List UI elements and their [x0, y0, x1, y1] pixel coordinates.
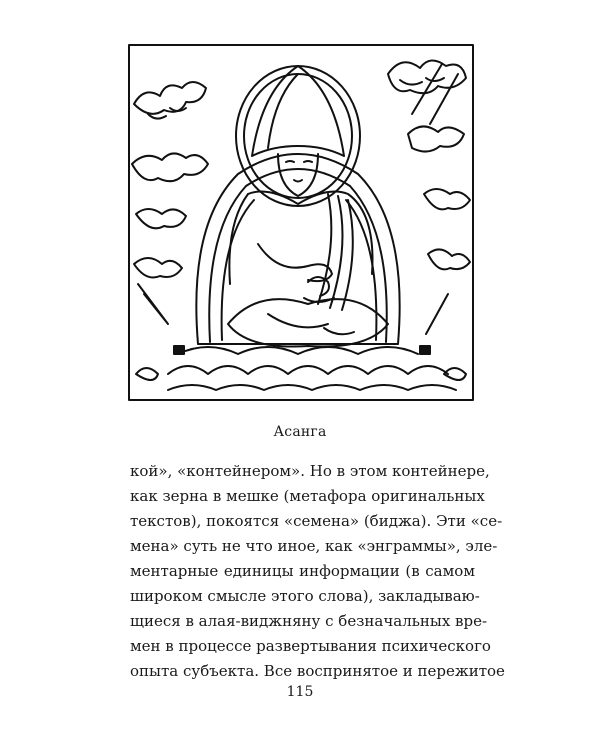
text-line: щиеся в алая-виджняну с безначальных вре- — [130, 612, 488, 630]
text-line: как зерна в мешке (метафора оригинальных — [130, 487, 485, 505]
text-line: мена» суть не что иное, как «энграммы», эле- — [130, 537, 498, 555]
body-paragraph — [130, 459, 505, 684]
text-line: широком смысле этого слова), закладываю- — [130, 587, 480, 605]
text-line: опыта субъекта. Все воспринятое и пережитое — [130, 662, 505, 680]
asanga-illustration — [128, 44, 474, 401]
text-line: ментарные единицы информации (в самом — [130, 562, 475, 580]
seated-figure-icon — [128, 44, 474, 401]
page-number: 115 — [286, 684, 314, 700]
text-line: текстов), покоятся «семена» (биджа). Эти «се- — [130, 512, 503, 530]
text-line: мен в процессе развертывания психического — [130, 637, 491, 655]
text-line: кой», «контейнером». Но в этом контейнере, — [130, 462, 490, 480]
figure-caption: Асанга — [273, 424, 327, 440]
